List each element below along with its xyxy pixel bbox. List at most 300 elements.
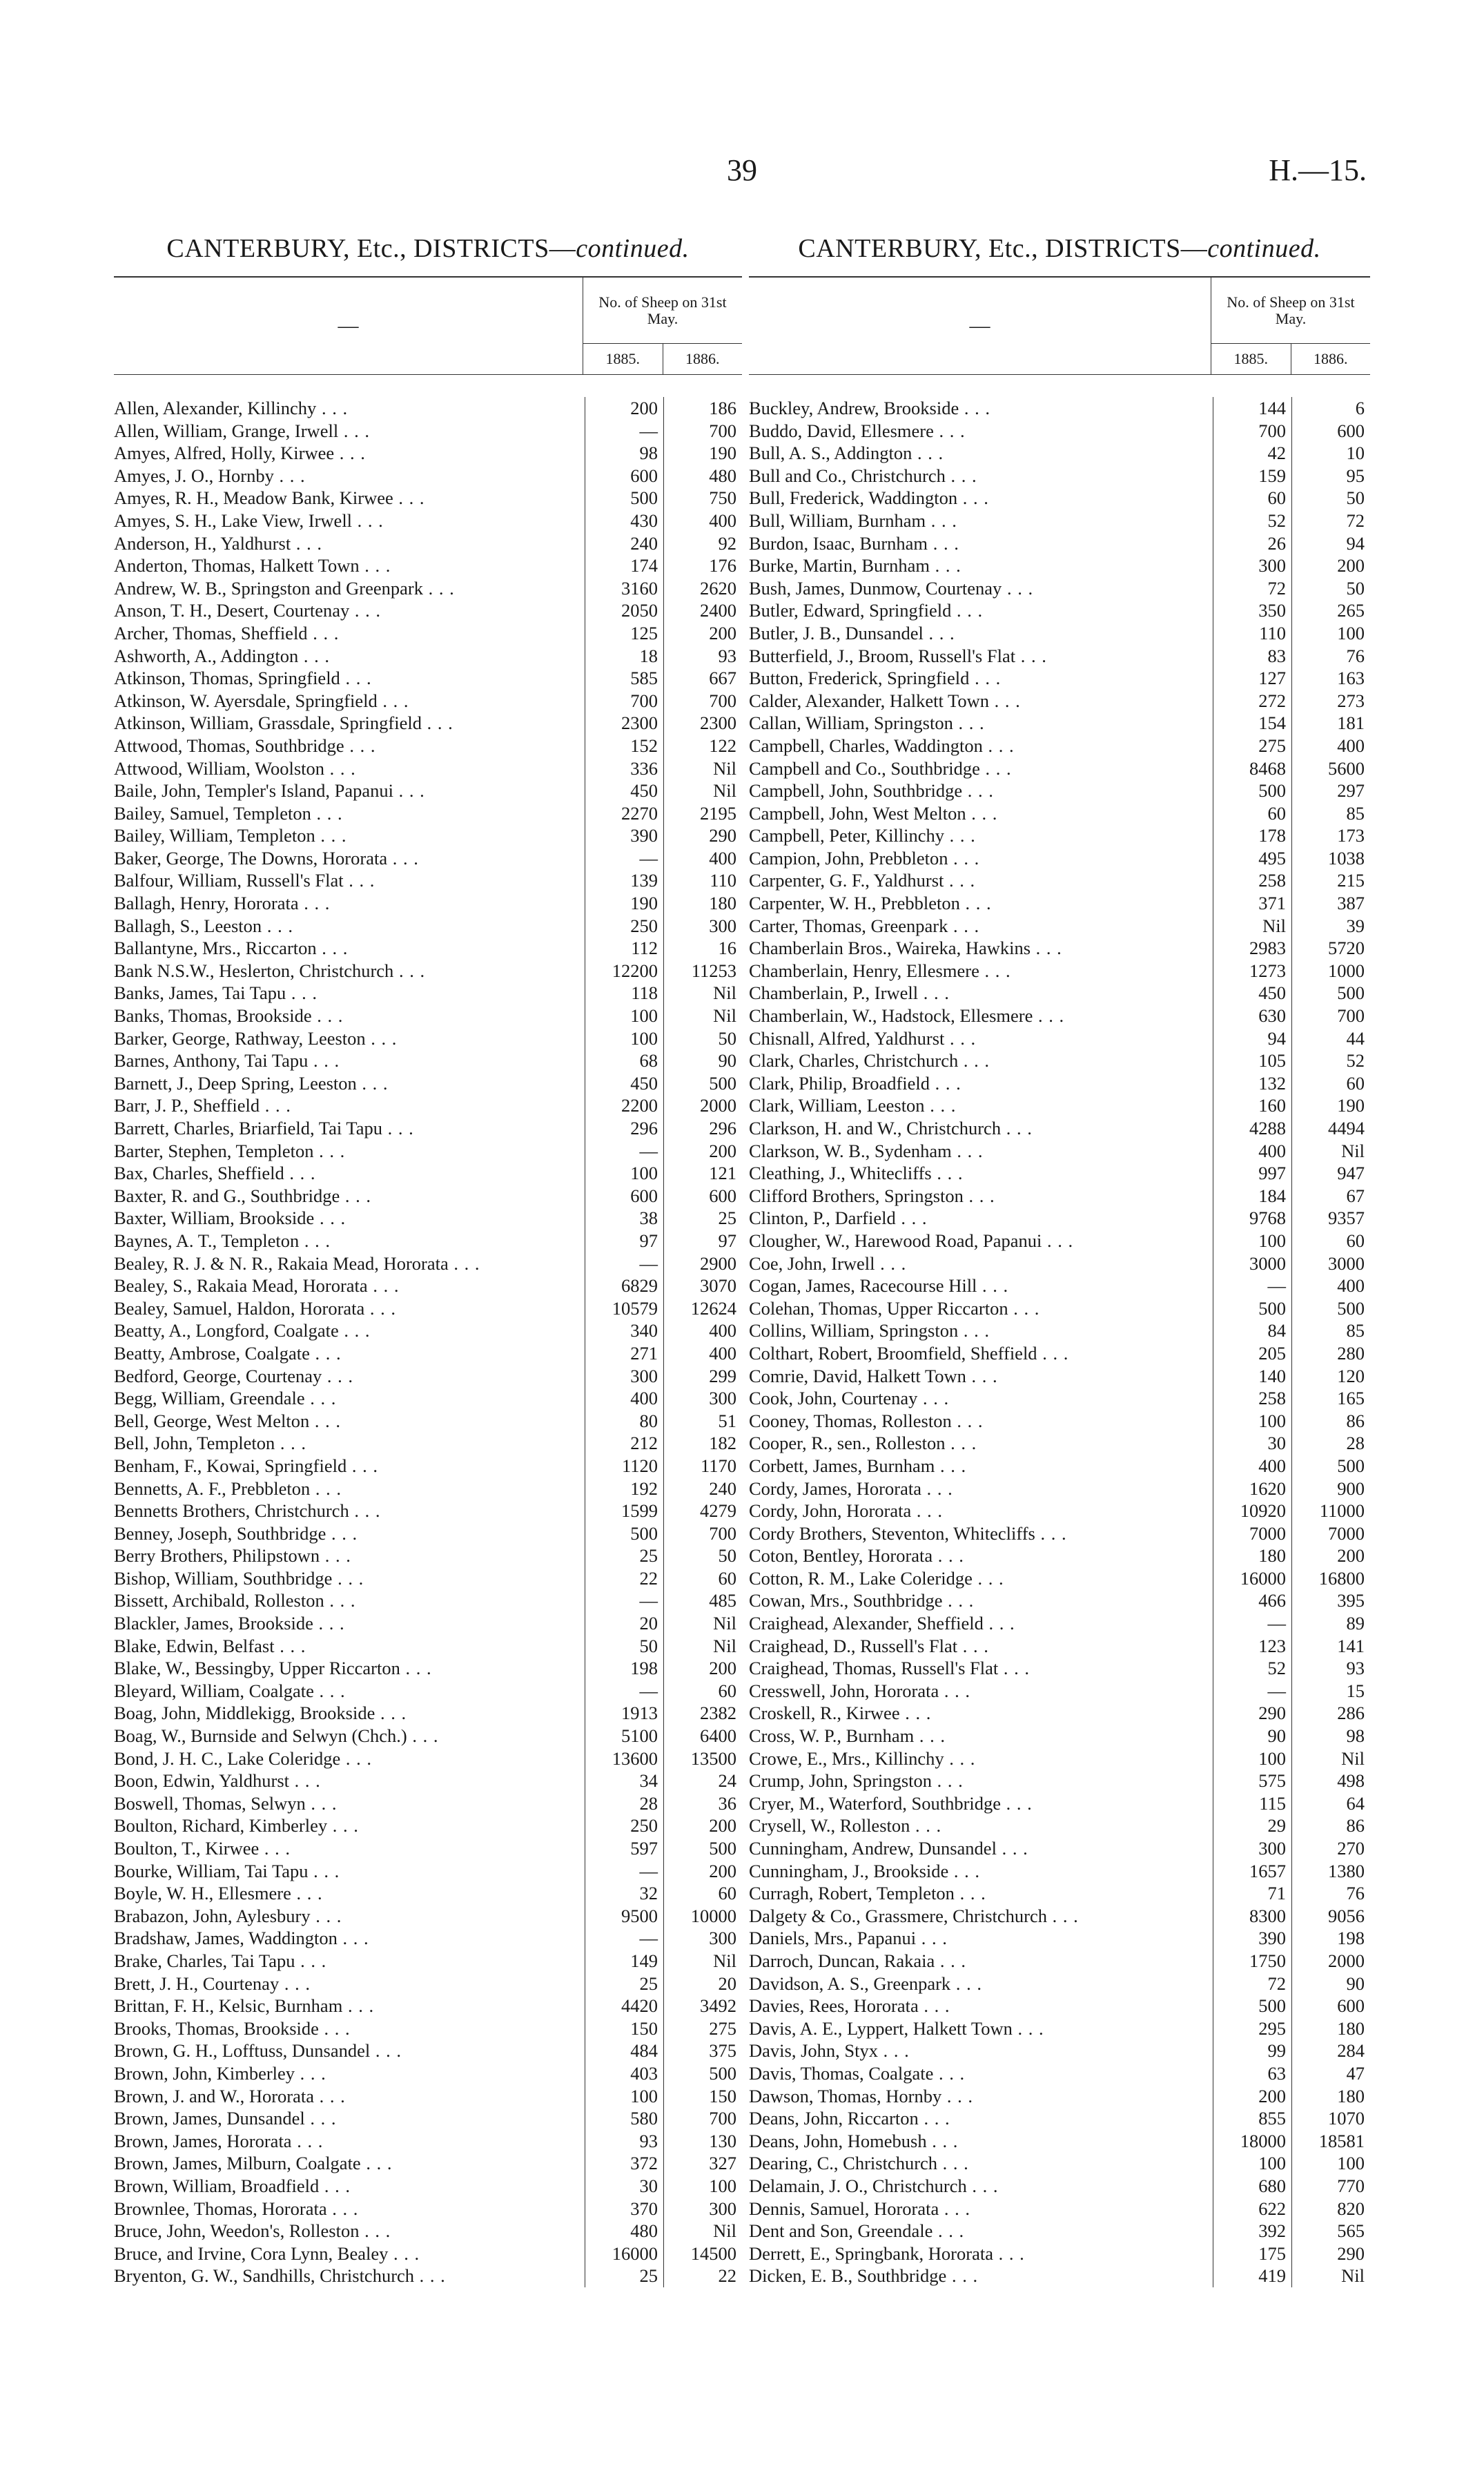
owner-name: Craighead, Alexander, Sheffield . . . — [749, 1612, 1213, 1635]
sheep-count-1885: — — [585, 1589, 663, 1612]
owner-name: Barter, Stephen, Templeton . . . — [114, 1140, 585, 1163]
sheep-count-1885: 100 — [585, 1162, 663, 1185]
sheep-count-1886: 85 — [1291, 1319, 1370, 1342]
owner-name: Butterfield, J., Broom, Russell's Flat . . . — [749, 645, 1213, 668]
table-row — [749, 1522, 1370, 1545]
owner-name: Collins, William, Springston . . . — [749, 1319, 1213, 1342]
sheep-count-1886: 500 — [663, 2062, 742, 2085]
sheep-count-1886: Nil — [1291, 1140, 1370, 1163]
sheep-count-1886: 50 — [663, 1027, 742, 1050]
table-row — [114, 1005, 742, 1027]
sheep-count-1885: 495 — [1213, 847, 1291, 870]
left-column — [114, 228, 742, 2287]
sheep-count-1885: 52 — [1213, 1657, 1291, 1680]
table-row — [749, 1140, 1370, 1163]
table-row — [114, 1049, 742, 1072]
sheep-count-1886: 2000 — [663, 1094, 742, 1117]
owner-name: Clark, William, Leeston . . . — [749, 1094, 1213, 1117]
right-column-heading — [749, 228, 1370, 269]
owner-name: Brown, G. H., Lofftuss, Dunsandel . . . — [114, 2039, 585, 2062]
sheep-count-1885: 2270 — [585, 802, 663, 825]
owner-name: Colehan, Thomas, Upper Riccarton . . . — [749, 1297, 1213, 1320]
owner-name: Dent and Son, Greendale . . . — [749, 2220, 1213, 2242]
right-column — [749, 228, 1370, 2287]
sheep-count-1886: 300 — [663, 1927, 742, 1950]
owner-name: Campbell, John, Southbridge . . . — [749, 779, 1213, 802]
sheep-count-1885: 275 — [1213, 735, 1291, 757]
table-row — [749, 937, 1370, 960]
owner-name: Cunningham, Andrew, Dunsandel . . . — [749, 1837, 1213, 1860]
sheep-count-1885: — — [585, 847, 663, 870]
owner-name: Callan, William, Springston . . . — [749, 712, 1213, 735]
table-row — [114, 869, 742, 892]
sheep-count-1886: 2195 — [663, 802, 742, 825]
sheep-count-1885: 350 — [1213, 599, 1291, 622]
owner-name: Chisnall, Alfred, Yaldhurst . . . — [749, 1027, 1213, 1050]
owner-name: Amyes, R. H., Meadow Bank, Kirwee . . . — [114, 487, 585, 510]
sheep-count-1885: 72 — [1213, 1973, 1291, 1995]
sheep-count-1886: 600 — [1291, 420, 1370, 443]
sheep-count-1885: 9500 — [585, 1905, 663, 1928]
owner-name: Cotton, R. M., Lake Coleridge . . . — [749, 1567, 1213, 1590]
sheep-count-1886: 76 — [1291, 645, 1370, 668]
sheep-count-1886: 173 — [1291, 824, 1370, 847]
sheep-count-1885: 300 — [585, 1365, 663, 1388]
owner-name: Balfour, William, Russell's Flat . . . — [114, 869, 585, 892]
owner-name: Blake, Edwin, Belfast . . . — [114, 1635, 585, 1658]
sheep-count-1886: 900 — [1291, 1477, 1370, 1500]
sheep-count-1885: 139 — [585, 869, 663, 892]
table-row — [114, 847, 742, 870]
table-row — [114, 2017, 742, 2040]
owner-name: Bissett, Archibald, Rolleston . . . — [114, 1589, 585, 1612]
sheep-count-1886: 299 — [663, 1365, 742, 1388]
table-row — [114, 1410, 742, 1433]
owner-name: Anderson, H., Yaldhurst . . . — [114, 532, 585, 555]
table-row — [749, 1837, 1370, 1860]
sheep-count-1886: 5600 — [1291, 757, 1370, 780]
owner-name: Brown, James, Hororata . . . — [114, 2130, 585, 2153]
sheep-count-1886: 500 — [663, 1072, 742, 1095]
heading-continued: continued. — [576, 234, 690, 263]
owner-name: Carter, Thomas, Greenpark . . . — [749, 915, 1213, 938]
owner-name: Blackler, James, Brookside . . . — [114, 1612, 585, 1635]
owner-name: Craighead, D., Russell's Flat . . . — [749, 1635, 1213, 1658]
sheep-count-1885: 997 — [1213, 1162, 1291, 1185]
owner-name: Bailey, William, Templeton . . . — [114, 824, 585, 847]
sheep-count-1885: 110 — [1213, 622, 1291, 645]
sheep-count-1885: 2983 — [1213, 937, 1291, 960]
table-row — [114, 2085, 742, 2108]
table-row — [749, 1094, 1370, 1117]
table-row — [749, 757, 1370, 780]
owner-name: Darroch, Duncan, Rakaia . . . — [749, 1950, 1213, 1973]
sheep-count-1885: 7000 — [1213, 1522, 1291, 1545]
sheep-count-1886: 480 — [663, 465, 742, 487]
sheep-count-1885: 160 — [1213, 1094, 1291, 1117]
sheep-count-1886: 375 — [663, 2039, 742, 2062]
table-row — [749, 982, 1370, 1005]
table-row — [749, 2130, 1370, 2153]
table-row — [114, 1500, 742, 1522]
table-row — [749, 1905, 1370, 1928]
sheep-count-1885: 1620 — [1213, 1477, 1291, 1500]
sheep-count-1885: 4420 — [585, 1995, 663, 2017]
sheep-count-1886: 2620 — [663, 577, 742, 600]
sheep-count-1885: 20 — [585, 1612, 663, 1635]
sheep-count-1886: 22 — [663, 2265, 742, 2287]
sheep-count-1886: 700 — [663, 420, 742, 443]
table-row — [114, 1207, 742, 1230]
table-row — [749, 1027, 1370, 1050]
sheep-count-1886: 200 — [663, 1140, 742, 1163]
heading-main: CANTERBURY, Etc., DISTRICTS— — [798, 234, 1208, 263]
sheep-count-1886: 18581 — [1291, 2130, 1370, 2153]
table-row — [114, 510, 742, 532]
table-row — [114, 532, 742, 555]
sheep-count-1885: 700 — [1213, 420, 1291, 443]
sheep-count-1885: 500 — [1213, 1995, 1291, 2017]
sheep-count-1886: Nil — [1291, 2265, 1370, 2287]
owner-name: Clark, Charles, Christchurch . . . — [749, 1049, 1213, 1072]
sheep-count-1885: 600 — [585, 465, 663, 487]
table-row — [114, 1770, 742, 1792]
sheep-count-1885: 272 — [1213, 690, 1291, 713]
sheep-count-1885: 450 — [585, 1072, 663, 1095]
table-row — [749, 1049, 1370, 1072]
sheep-count-1886: 100 — [1291, 2152, 1370, 2175]
table-row — [749, 2152, 1370, 2175]
table-row — [114, 1162, 742, 1185]
table-row — [749, 1185, 1370, 1208]
sheep-count-1886: 100 — [1291, 622, 1370, 645]
sheep-count-1885: 94 — [1213, 1027, 1291, 1050]
table-row — [114, 1589, 742, 1612]
sheep-count-1886: 667 — [663, 667, 742, 690]
sheep-count-1886: 15 — [1291, 1680, 1370, 1703]
table-row — [114, 1927, 742, 1950]
left-column-heading — [114, 228, 742, 269]
sheep-count-1885: 212 — [585, 1432, 663, 1455]
sheep-count-1885: 419 — [1213, 2265, 1291, 2287]
table-row — [114, 1837, 742, 1860]
sheep-count-1886: 44 — [1291, 1027, 1370, 1050]
owner-name: Button, Frederick, Springfield . . . — [749, 667, 1213, 690]
table-row — [749, 532, 1370, 555]
owner-name: Chamberlain Bros., Waireka, Hawkins . . . — [749, 937, 1213, 960]
name-column-header: — — [969, 314, 990, 337]
sheep-count-1886: 750 — [663, 487, 742, 510]
sheep-count-1885: 52 — [1213, 510, 1291, 532]
sheep-count-1886: 86 — [1291, 1814, 1370, 1837]
sheep-count-1886: 290 — [1291, 2242, 1370, 2265]
owner-name: Carpenter, G. F., Yaldhurst . . . — [749, 869, 1213, 892]
owner-name: Amyes, S. H., Lake View, Irwell . . . — [114, 510, 585, 532]
owner-name: Cordy, James, Hororata . . . — [749, 1477, 1213, 1500]
owner-name: Beatty, A., Longford, Coalgate . . . — [114, 1319, 585, 1342]
owner-name: Cordy Brothers, Steventon, Whitecliffs . . . — [749, 1522, 1213, 1545]
sheep-count-1885: 622 — [1213, 2198, 1291, 2220]
owner-name: Crump, John, Springston . . . — [749, 1770, 1213, 1792]
sheep-count-1886: 265 — [1291, 599, 1370, 622]
sheep-count-1886: 3492 — [663, 1995, 742, 2017]
sheep-count-1885: 2200 — [585, 1094, 663, 1117]
table-row — [749, 1860, 1370, 1883]
sheep-count-1886: 67 — [1291, 1185, 1370, 1208]
sheep-count-1885: 200 — [585, 397, 663, 420]
sheep-count-1885: 22 — [585, 1567, 663, 1590]
sheep-count-1886: 500 — [1291, 982, 1370, 1005]
sheep-count-1885: 1913 — [585, 1702, 663, 1725]
sheep-count-1886: 50 — [663, 1544, 742, 1567]
table-row — [749, 554, 1370, 577]
sheep-count-1886: 700 — [663, 2107, 742, 2130]
sheep-count-header — [583, 278, 742, 374]
table-row — [114, 1612, 742, 1635]
owner-name: Brake, Charles, Tai Tapu . . . — [114, 1950, 585, 1973]
sheep-count-1885: 5100 — [585, 1725, 663, 1747]
table-row — [749, 667, 1370, 690]
sheep-count-1885: — — [1213, 1275, 1291, 1297]
sheep-count-1885: 25 — [585, 1973, 663, 1995]
table-row — [749, 892, 1370, 915]
owner-name: Crowe, E., Mrs., Killinchy . . . — [749, 1747, 1213, 1770]
sheep-count-1885: 6829 — [585, 1275, 663, 1297]
sheep-count-1886: 275 — [663, 2017, 742, 2040]
table-row — [114, 2242, 742, 2265]
sheep-count-1885: 150 — [585, 2017, 663, 2040]
owner-name: Banks, James, Tai Tapu . . . — [114, 982, 585, 1005]
sheep-count-1885: 25 — [585, 2265, 663, 2287]
sheep-count-1885: 90 — [1213, 1725, 1291, 1747]
sheep-count-1885: 84 — [1213, 1319, 1291, 1342]
owner-name: Dawson, Thomas, Hornby . . . — [749, 2085, 1213, 2108]
sheep-count-1885: 72 — [1213, 577, 1291, 600]
table-row — [114, 2175, 742, 2198]
sheep-count-1886: 176 — [663, 554, 742, 577]
owner-name: Brownlee, Thomas, Hororata . . . — [114, 2198, 585, 2220]
name-column-header: — — [338, 314, 359, 337]
sheep-count-1886: 14500 — [663, 2242, 742, 2265]
sheep-count-1885: 680 — [1213, 2175, 1291, 2198]
sheep-count-1885: 1657 — [1213, 1860, 1291, 1883]
owner-name: Bush, James, Dunmow, Courtenay . . . — [749, 577, 1213, 600]
owner-name: Banks, Thomas, Brookside . . . — [114, 1005, 585, 1027]
sheep-count-1886: 1170 — [663, 1455, 742, 1477]
sheep-count-1886: 98 — [1291, 1725, 1370, 1747]
sheep-count-1885: 29 — [1213, 1814, 1291, 1837]
sheep-count-1885: 140 — [1213, 1365, 1291, 1388]
sheep-count-1885: 132 — [1213, 1072, 1291, 1095]
sheep-count-1885: 2050 — [585, 599, 663, 622]
table-row — [114, 397, 742, 420]
sheep-count-1886: Nil — [663, 779, 742, 802]
sheep-count-1885: 60 — [1213, 487, 1291, 510]
owner-name: Boswell, Thomas, Selwyn . . . — [114, 1792, 585, 1815]
table-row — [114, 622, 742, 645]
sheep-count-1885: 34 — [585, 1770, 663, 1792]
sheep-count-1885: 152 — [585, 735, 663, 757]
sheep-count-1885: 300 — [1213, 1837, 1291, 1860]
year-1885-header: 1885. — [1233, 350, 1268, 367]
table-row — [749, 1973, 1370, 1995]
sheep-count-1885: 855 — [1213, 2107, 1291, 2130]
owner-name: Brown, J. and W., Hororata . . . — [114, 2085, 585, 2108]
table-row — [749, 622, 1370, 645]
sheep-count-1885: 271 — [585, 1342, 663, 1365]
owner-name: Barr, J. P., Sheffield . . . — [114, 1094, 585, 1117]
sheep-count-1885: Nil — [1213, 915, 1291, 938]
owner-name: Bailey, Samuel, Templeton . . . — [114, 802, 585, 825]
table-row — [749, 1365, 1370, 1388]
table-row — [749, 1544, 1370, 1567]
owner-name: Delamain, J. O., Christchurch . . . — [749, 2175, 1213, 2198]
owner-name: Carpenter, W. H., Prebbleton . . . — [749, 892, 1213, 915]
sheep-count-1886: 5720 — [1291, 937, 1370, 960]
sheep-count-1886: 150 — [663, 2085, 742, 2108]
sheep-count-1885: 580 — [585, 2107, 663, 2130]
table-row — [114, 779, 742, 802]
table-row — [114, 824, 742, 847]
table-row — [114, 712, 742, 735]
sheep-count-1886: 215 — [1291, 869, 1370, 892]
table-row — [749, 2220, 1370, 2242]
table-row — [749, 2265, 1370, 2287]
sheep-count-1885: 100 — [1213, 1747, 1291, 1770]
owner-name: Boag, John, Middlekigg, Brookside . . . — [114, 1702, 585, 1725]
owner-name: Attwood, Thomas, Southbridge . . . — [114, 735, 585, 757]
table-row — [749, 2017, 1370, 2040]
owner-name: Bishop, William, Southbridge . . . — [114, 1567, 585, 1590]
owner-name: Cook, John, Courtenay . . . — [749, 1387, 1213, 1410]
sheep-count-1885: 300 — [1213, 554, 1291, 577]
owner-name: Berry Brothers, Philipstown . . . — [114, 1544, 585, 1567]
table-row — [114, 1365, 742, 1388]
sheep-count-1885: — — [585, 1680, 663, 1703]
year-1886-header: 1886. — [663, 344, 743, 374]
table-row — [114, 1860, 742, 1883]
sheep-count-1886: 286 — [1291, 1702, 1370, 1725]
sheep-count-1885: 500 — [1213, 1297, 1291, 1320]
owner-name: Curragh, Robert, Templeton . . . — [749, 1882, 1213, 1905]
owner-name: Bull and Co., Christchurch . . . — [749, 465, 1213, 487]
table-row — [749, 1747, 1370, 1770]
owner-name: Baile, John, Templer's Island, Papanui . . . — [114, 779, 585, 802]
owner-name: Brown, James, Milburn, Coalgate . . . — [114, 2152, 585, 2175]
sheep-count-1885: 144 — [1213, 397, 1291, 420]
owner-name: Chamberlain, W., Hadstock, Ellesmere . . . — [749, 1005, 1213, 1027]
sheep-count-1885: 600 — [585, 1185, 663, 1208]
owner-name: Bax, Charles, Sheffield . . . — [114, 1162, 585, 1185]
sheep-count-1886: 64 — [1291, 1792, 1370, 1815]
owner-name: Benney, Joseph, Southbridge . . . — [114, 1522, 585, 1545]
owner-name: Campion, John, Prebbleton . . . — [749, 847, 1213, 870]
table-row — [749, 1252, 1370, 1275]
table-row — [114, 645, 742, 668]
sheep-count-1886: 700 — [663, 690, 742, 713]
sheep-count-1885: 575 — [1213, 1770, 1291, 1792]
sheep-count-1886: 130 — [663, 2130, 742, 2153]
owner-name: Bruce, and Irvine, Cora Lynn, Bealey . . . — [114, 2242, 585, 2265]
owner-name: Amyes, J. O., Hornby . . . — [114, 465, 585, 487]
owner-name: Bruce, John, Weedon's, Rolleston . . . — [114, 2220, 585, 2242]
owner-name: Davis, Thomas, Coalgate . . . — [749, 2062, 1213, 2085]
sheep-count-1886: 100 — [663, 2175, 742, 2198]
owner-name: Cresswell, John, Hororata . . . — [749, 1680, 1213, 1703]
sheep-count-1885: 115 — [1213, 1792, 1291, 1815]
owner-name: Bennetts, A. F., Prebbleton . . . — [114, 1477, 585, 1500]
sheep-count-1886: 141 — [1291, 1635, 1370, 1658]
sheep-count-1886: 1000 — [1291, 960, 1370, 982]
sheep-count-1886: 163 — [1291, 667, 1370, 690]
sheep-count-1885: 1599 — [585, 1500, 663, 1522]
sheep-count-1886: 9357 — [1291, 1207, 1370, 1230]
owner-name: Cogan, James, Racecourse Hill . . . — [749, 1275, 1213, 1297]
table-row — [749, 1387, 1370, 1410]
table-row — [114, 1297, 742, 1320]
sheep-count-1885: 100 — [1213, 1410, 1291, 1433]
sheep-count-1886: 110 — [663, 869, 742, 892]
sheep-count-1885: 392 — [1213, 2220, 1291, 2242]
sheep-count-1886: 60 — [663, 1680, 742, 1703]
owner-name: Baxter, William, Brookside . . . — [114, 1207, 585, 1230]
owner-name: Begg, William, Greendale . . . — [114, 1387, 585, 1410]
sheep-count-1885: 4288 — [1213, 1117, 1291, 1140]
owner-name: Croskell, R., Kirwee . . . — [749, 1702, 1213, 1725]
sheep-count-1886: 400 — [1291, 735, 1370, 757]
sheep-count-1886: 28 — [1291, 1432, 1370, 1455]
sheep-count-1886: 182 — [663, 1432, 742, 1455]
table-row — [749, 1927, 1370, 1950]
owner-name: Dicken, E. B., Southbridge . . . — [749, 2265, 1213, 2287]
owner-name: Clarkson, W. B., Sydenham . . . — [749, 1140, 1213, 1163]
sheep-count-1886: Nil — [1291, 1747, 1370, 1770]
sheep-count-1886: 200 — [663, 622, 742, 645]
table-row — [114, 1657, 742, 1680]
owner-name: Boyle, W. H., Ellesmere . . . — [114, 1882, 585, 1905]
sheep-count-1885: 184 — [1213, 1185, 1291, 1208]
owner-name: Buckley, Andrew, Brookside . . . — [749, 397, 1213, 420]
owner-name: Ashworth, A., Addington . . . — [114, 645, 585, 668]
table-row — [114, 1702, 742, 1725]
owner-name: Cowan, Mrs., Southbridge . . . — [749, 1589, 1213, 1612]
table-row — [114, 1185, 742, 1208]
sheep-count-1886: 10 — [1291, 442, 1370, 465]
sheep-count-1885: 258 — [1213, 1387, 1291, 1410]
sheep-count-1886: 400 — [663, 1342, 742, 1365]
owner-name: Baynes, A. T., Templeton . . . — [114, 1230, 585, 1252]
sheep-count-1885: 100 — [1213, 1230, 1291, 1252]
sheep-count-1885: 258 — [1213, 869, 1291, 892]
table-row — [114, 577, 742, 600]
owner-name: Barrett, Charles, Briarfield, Tai Tapu . . . — [114, 1117, 585, 1140]
table-row — [114, 915, 742, 938]
table-row — [749, 802, 1370, 825]
owner-name: Cleathing, J., Whitecliffs . . . — [749, 1162, 1213, 1185]
left-table-header — [114, 278, 742, 375]
owner-name: Deans, John, Homebush . . . — [749, 2130, 1213, 2153]
owner-name: Calder, Alexander, Halkett Town . . . — [749, 690, 1213, 713]
owner-name: Campbell and Co., Southbridge . . . — [749, 757, 1213, 780]
sheep-count-1885: — — [585, 1140, 663, 1163]
sheep-count-1885: 10920 — [1213, 1500, 1291, 1522]
sheep-count-1886: 387 — [1291, 892, 1370, 915]
sheep-count-1886: 60 — [663, 1882, 742, 1905]
owner-name: Barker, George, Rathway, Leeston . . . — [114, 1027, 585, 1050]
sheep-count-1885: — — [1213, 1612, 1291, 1635]
sheep-count-1886: 165 — [1291, 1387, 1370, 1410]
sheep-count-1886: 93 — [663, 645, 742, 668]
